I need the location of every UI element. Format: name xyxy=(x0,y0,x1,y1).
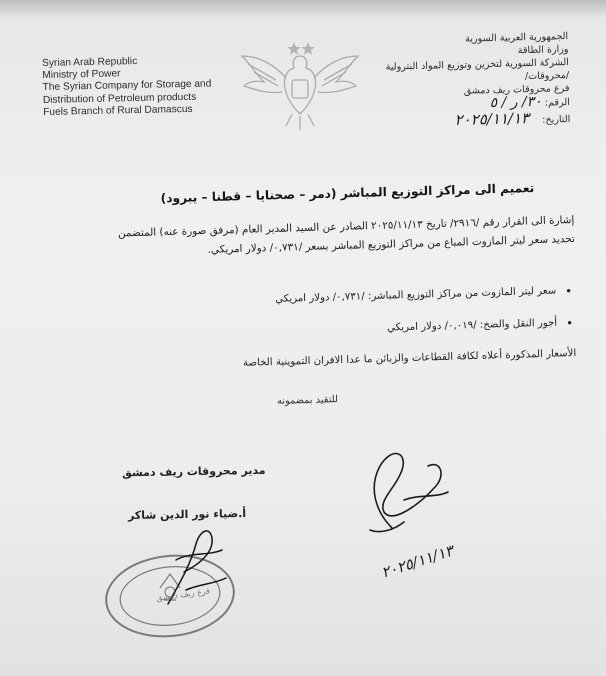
header-en-line: Syrian Arab Republic xyxy=(42,56,138,69)
signatory-name: أ.ضياء نور الدين شاكر xyxy=(127,506,247,523)
header-ar-line: وزارة الطاقة xyxy=(517,43,569,57)
header-ar-line: الجمهورية العربية السورية xyxy=(465,30,569,45)
header-ar-line: فرع محروقات ريف دمشق xyxy=(463,82,570,97)
handwritten-date: ٢٠٢٥/١١/١٣ xyxy=(379,541,456,582)
closing-line: للتقيد بمضمونه xyxy=(276,394,339,407)
body-line: إشارة الى القرار رقم /٢٩١٦/ تاريخ ٢٠٢٥/١١/١٣ الصادر عن السيد المدير العام (مرفق صورة عنه) المتضمن xyxy=(117,213,575,240)
document-date xyxy=(350,111,570,132)
header-en-line: Ministry of Power xyxy=(42,68,121,82)
header-en-line: The Syrian Company for Storage and xyxy=(42,78,212,94)
body-line: تحديد سعر ليتر المازوت المباع من مراكز التوزيع المباشر بسعر /٠,٧٣١/ دولار امريكي. xyxy=(207,232,576,256)
handwritten-signature-right xyxy=(370,454,448,532)
list-item: • سعر ليتر المازوت من مراكز التوزيع المباشر: /٠,٧٣١/ دولار امريكي xyxy=(54,284,556,315)
header-ar-line: /محروقات/ xyxy=(524,69,570,83)
date-value: ٢٠٢٥/١١/١٣ xyxy=(454,109,530,129)
page-shadow xyxy=(0,0,606,18)
signatory-title: مدير محروقات ريف دمشق xyxy=(121,463,266,480)
eagle-emblem-icon xyxy=(236,34,364,134)
list-item: • أجور النقل والضخ: /٠,٠١٩/ دولار امريكي xyxy=(55,316,557,347)
header-ar-line: الشركة السورية لتخزين وتوزيع المواد البترولية xyxy=(385,56,569,73)
header-arabic xyxy=(348,30,570,132)
circular-title: تعميم الى مراكز التوزيع المباشر (دمر – صحنايا – قطنا – يبرود) xyxy=(160,181,535,206)
header-en-line: Fuels Branch of Rural Damascus xyxy=(43,103,193,118)
reference-label: الرقم: xyxy=(544,96,571,109)
date-label: التاريخ: xyxy=(542,113,571,126)
reference-value: ٣٠/ ر / ٥ xyxy=(489,93,542,112)
prices-note: الأسعار المذكورة أعلاه لكافة القطاعات والزبائن ما عدا الافران التموينية الخاصة xyxy=(242,347,577,369)
header-english xyxy=(42,54,243,119)
body-paragraph xyxy=(9,211,575,266)
stamp-label: فرع ريف دمشق xyxy=(155,586,211,603)
header-en-line: Distribution of Petroleum products xyxy=(42,91,197,106)
